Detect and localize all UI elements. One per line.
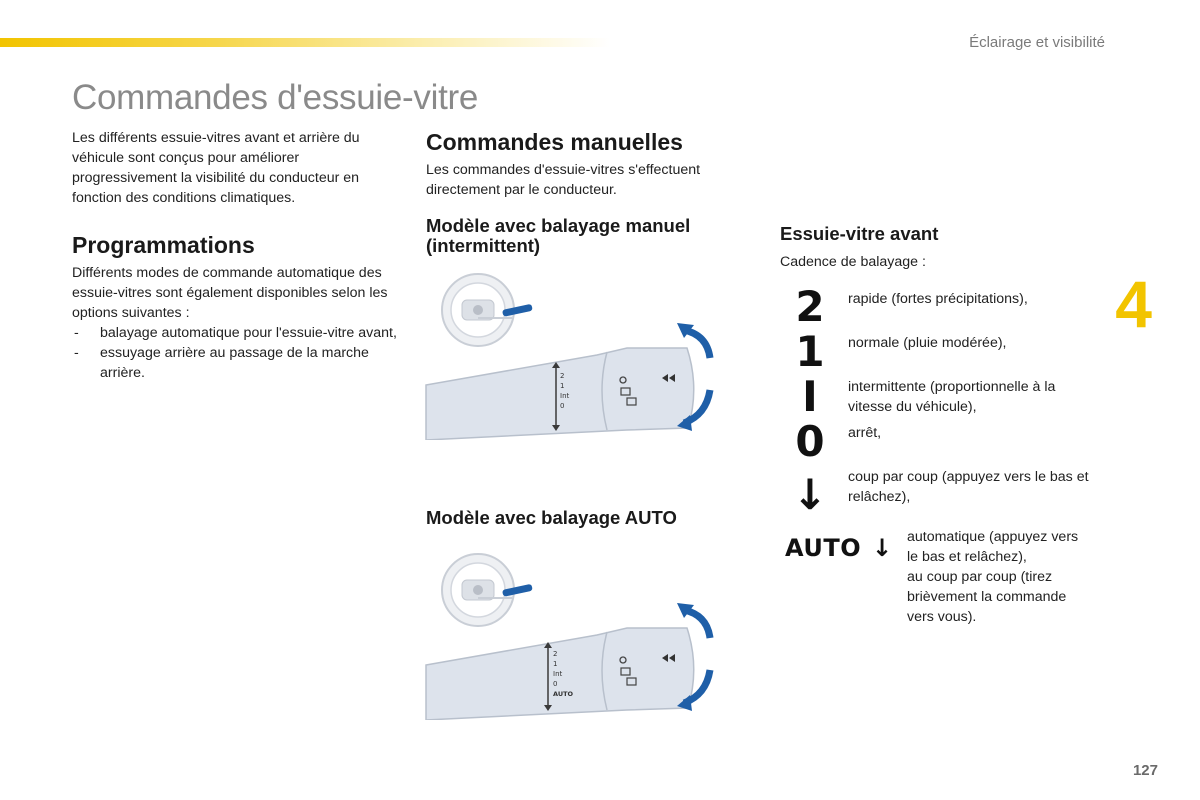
single-wipe-text: coup par coup (appuyez vers le bas et relâchez), [848, 469, 1089, 505]
front-wiper-heading: Essuie-vitre avant [780, 223, 939, 244]
speed-off-symbol: 0 [795, 417, 825, 466]
auto-down-arrow-icon: ↓ [871, 534, 893, 562]
programmations-text: Différents modes de commande automatique des essuie-vitres sont également disponibles selon les options suivantes : [72, 265, 388, 321]
stalk-label: Int [553, 670, 563, 678]
chapter-number: 4 [1115, 267, 1152, 341]
list-item: - balayage automatique pour l'essuie-vitre avant, [72, 323, 397, 343]
speed-intermittent-symbol: I [802, 372, 818, 421]
single-wipe-arrow-icon: ↓ [792, 470, 828, 519]
auto-description-line: brièvement la commande [907, 589, 1067, 605]
list-item: - essuyage arrière au passage de la marche arrière. [72, 343, 397, 383]
speed-fast-symbol: 2 [795, 282, 825, 331]
auto-description-line: au coup par coup (tirez [907, 569, 1053, 585]
programmations-list [72, 323, 397, 383]
steering-wheel-icon [442, 554, 533, 626]
auto-description [907, 527, 1107, 627]
auto-description-line: le bas et relâchez), [907, 549, 1027, 565]
wiper-stalk-auto-illustration [422, 550, 722, 720]
steering-wheel-icon [442, 274, 533, 346]
auto-symbol-text: AUTO [785, 534, 862, 562]
header-accent-bar [0, 38, 610, 47]
page-number: 127 [1132, 762, 1158, 779]
front-wiper-subheading: Cadence de balayage : [780, 254, 926, 270]
stalk-label: 0 [560, 402, 565, 410]
model-manual-heading: Modèle avec balayage manuel (intermittent) [426, 215, 691, 256]
auto-description-line: vers vous). [907, 609, 977, 625]
stalk-label: AUTO [553, 690, 574, 698]
stalk-label: 2 [560, 372, 565, 380]
speed-fast-text: rapide (fortes précipitations), [848, 291, 1028, 307]
model-auto-heading: Modèle avec balayage AUTO [426, 507, 677, 528]
manual-heading: Commandes manuelles [426, 129, 683, 155]
speed-intermittent-text: intermittente (proportionnelle à la vitesse du véhicule), [848, 379, 1056, 415]
speed-normal-symbol: 1 [795, 327, 825, 376]
wiper-stalk-manual-illustration [422, 270, 722, 440]
intro-text: Les différents essuie-vitres avant et arrière du véhicule sont conçus pour améliorer progressivement la visibilité du conducteur en fonction des conditions climatiques. [72, 130, 360, 206]
stalk-label: Int [560, 392, 570, 400]
auto-symbol [785, 534, 893, 562]
stalk-label: 1 [553, 660, 558, 668]
programmations-heading: Programmations [72, 232, 255, 258]
page-title: Commandes d'essuie-vitre [72, 78, 479, 117]
auto-description-line: automatique (appuyez vers [907, 529, 1079, 545]
stalk-label: 1 [560, 382, 565, 390]
stalk-label: 0 [553, 680, 558, 688]
speed-off-text: arrêt, [848, 425, 882, 441]
speed-normal-text: normale (pluie modérée), [848, 335, 1007, 351]
stalk-label: 2 [553, 650, 558, 658]
manual-text: Les commandes d'essuie-vitres s'effectuent directement par le conducteur. [426, 162, 701, 198]
section-name: Éclairage et visibilité [969, 34, 1105, 51]
